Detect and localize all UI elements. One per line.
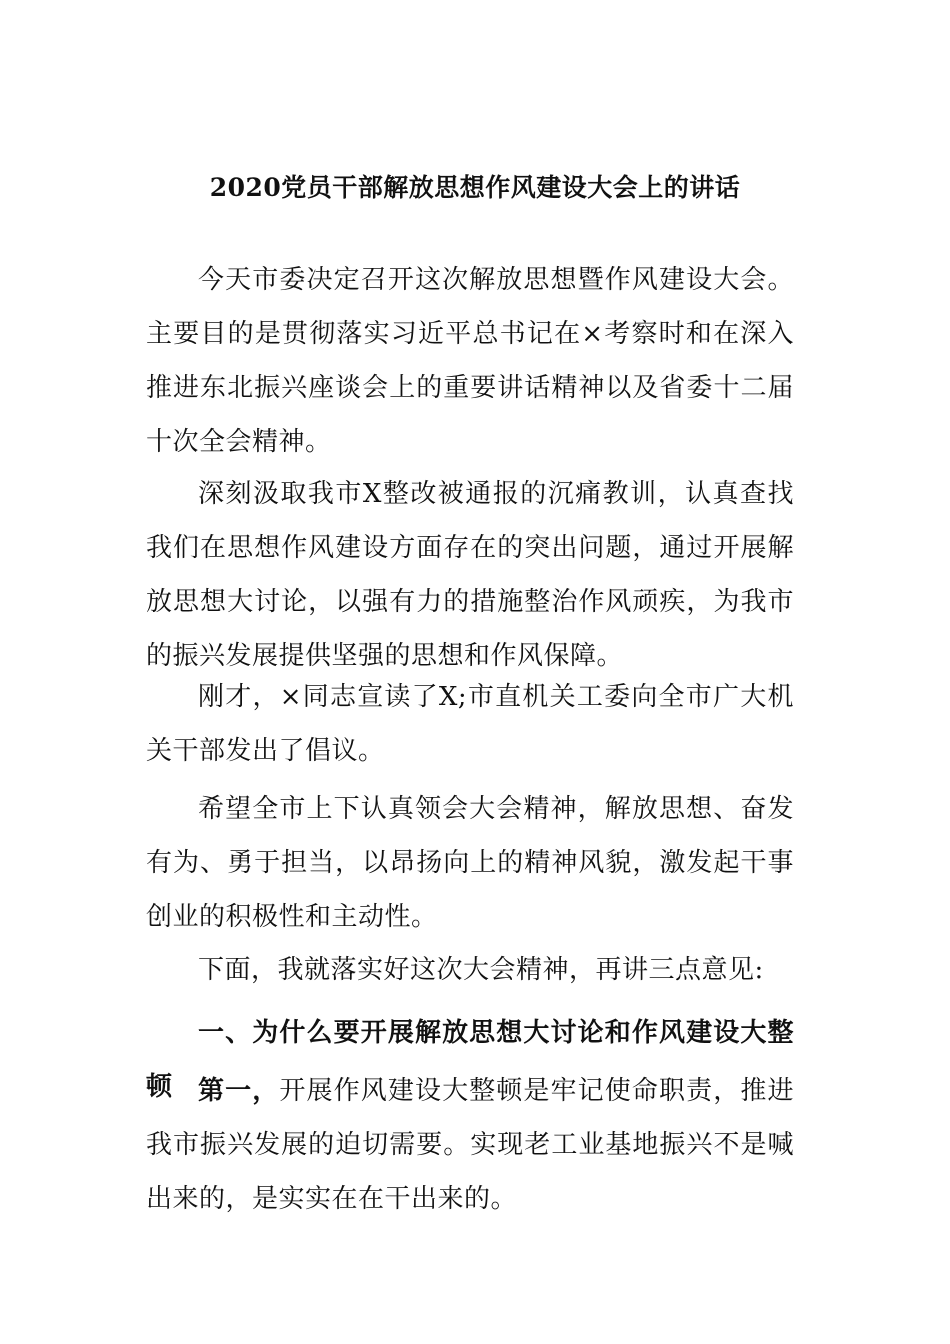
point-one-paragraph: [146, 1064, 794, 1226]
paragraph-3: 刚才，×同志宣读了X;市直机关工委向全市广大机关干部发出了倡议。: [146, 682, 794, 766]
point-one-text: 开展作风建设大整顿是牢记使命职责，推进我市振兴发展的迫切需要。实现老工业基地振兴不是喊出来的，是实实在在干出来的。: [146, 1076, 794, 1214]
document-title: 2020党员干部解放思想作风建设大会上的讲话: [209, 173, 741, 202]
paragraph-2: 深刻汲取我市X整改被通报的沉痛教训，认真查找我们在思想作风建设方面存在的突出问题，通过开展解放思想大讨论，以强有力的措施整治作风顽疾，为我市的振兴发展提供坚强的思想和作风保障。: [146, 479, 794, 671]
paragraph-5: 下面，我就落实好这次大会精神，再讲三点意见:: [198, 955, 764, 985]
section-heading: 一、为什么要开展解放思想大讨论和作风建设大整顿: [146, 1018, 794, 1102]
point-one-lead: 第一，: [198, 1076, 280, 1106]
paragraph-1: 今天市委决定召开这次解放思想暨作风建设大会。主要目的是贯彻落实习近平总书记在×考察时和在深入推进东北振兴座谈会上的重要讲话精神以及省委十二届十次全会精神。: [146, 265, 794, 457]
paragraph-4: 希望全市上下认真领会大会精神，解放思想、奋发有为、勇于担当，以昂扬向上的精神风貌，激发起干事创业的积极性和主动性。: [146, 794, 794, 932]
